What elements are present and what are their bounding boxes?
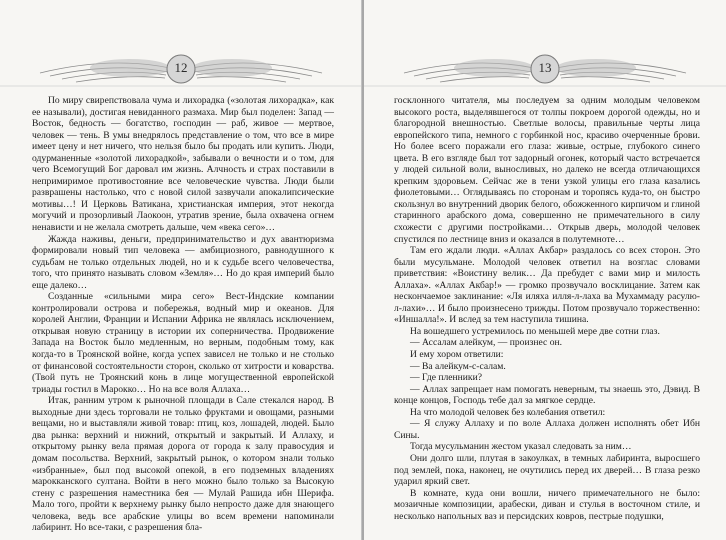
paragraph: И ему хором ответили: <box>410 349 504 361</box>
page-number: 13 <box>538 60 552 75</box>
paragraph: Созданные «сильными мира сего» Вест-Индские компании контролировали острова и побережья, водный мир и океанов. Для королей Англии, Франции и Испании Африка не являлась исключением, открывая новую страницу в истории их соперничества. Продвижение Запада на Восток было медленным, но верным, подобным тому, как когда-то в Троянской войне, когда успех зависел не только и не столько от финансовой состоятельности сторон, сколько от хитрости и коварства. (Твой путь не Троянский конь в лице могущественной европейской триады гостил в Марокко… Но на все воля Аллаха… <box>32 291 334 395</box>
paragraph: В комнате, куда они вошли, ничего примечательного не было: мозаичные композиции, арабески, диван и стулья в восточном стиле, и несколько напольных ваз и персидских ковров, пестрые подушки, <box>394 487 700 522</box>
paragraph: — Ва алейкум-с-салам. <box>410 360 506 372</box>
paragraph: Тогда мусульманин жестом указал следовать за ним… <box>410 441 632 453</box>
page-number: 12 <box>174 60 188 75</box>
paragraph: Они долго шли, плутая в закоулках, в темных лабиринта, выросшего под землей, пока, наконец, не очутились перед их дверей… В глаза резко ударил яркий свет. <box>394 452 700 488</box>
page-header-ornament <box>364 38 726 98</box>
paragraph: госклонного читателя, мы последуем за одним молодым человеком высокого роста, выделявшегося от толпы покроем дорогой одежды, но и благородной внешностью. Светлые волосы, правильные черты лица европейского типа, немного с горбинкой нос, красиво очерченные брови. Но более всего поражали его глаза: живые, острые, глубокого синего цвета. В его взгляде был тот задорный огонек, который часто встречается у людей сильной воли, выносливых, но далеко не всегда отличающихся крепким здоровьем. Сейчас же в тени узкой улицы его глаза казались фиолетовыми… Оглядываясь по сторонам и торопясь куда-то, он быстро скользнул во внутренний дворик белого, обожженного кирпичом и глиной старинного арабского дома, совершенно не примечательного в силу схожести с другими постройками… Открыв дверь, молодой человек спустился по лестнице вниз и оказался в полутемноте… <box>394 95 700 245</box>
left-page <box>0 0 362 540</box>
paragraph: — Я служу Аллаху и по воле Аллаха должен исполнять обет Ибн Сины. <box>394 418 700 441</box>
paragraph: — Аллах запрещает нам помогать неверным, ты знаешь это, Дэвид. В конце концов, Господь тебе дал за мягкое сердце. <box>394 383 700 407</box>
page-text <box>32 95 334 534</box>
paragraph: Итак, ранним утром к рыночной площади в Сале стекался народ. В выходные дни здесь торговали не только фруктами и овощами, разными вещами, но и выставляли живой товар: птиц, коз, лошадей, людей. Было два рынка: верхний и нижний, открытый и закрытый. И Аллаху, и открытому рынку вела прямая дорога от города к залу правосудия и домам посольства. Верхний, закрытый рынок, о котором знали только «избранные», был под высокой опекой, в его подземных владениях марокканского султана. Войти в него можно было только за Высокую стену с разрешения наместника бея — Мулай Рашида ибн Шерифа. Мало того, пройти к верхнему рынку было непросто даже для знающего человека, ведь все арабские улицы во всем времени напоминали лабиринт. Но все-таки, с разрешения бла- <box>32 395 334 534</box>
paragraph: Там его ждали люди. «Аллах Акбар» раздалось со всех сторон. Это были мусульмане. Молодой человек ответил на возглас словами приветствия: «Воистину велик… Да пребудет с вами мир и милость Аллаха». «Аллах Акбар!» — громко прозвучало восклицание. Затем как нескончаемое заклинание: «Ля иляха илля-л-лаха ва Мухаммаду расулю-л-лахи»… И было произнесено трижды. Потом прозвучало торжественно: «Иншалла!». И вслед за тем наступила тишина. <box>394 245 700 326</box>
paragraph: На вошедшего устремилось по меньшей мере две сотни глаз. <box>410 325 660 337</box>
paragraph: По миру свирепствовала чума и лихорадка («золотая лихорадка», как ее называли), достигая невиданного размаха. Мир был поделен: Запад — Восток, бедность — богатство, господин — раб, живое — мертвое, человек — тень. В умы внедрялось представление о том, что все в мире имеет цену и нет ничего, что нельзя было бы продать или купить. Люди, одурманенные «золотой лихорадкой», забывали о вечности и о том, для чего Всемогущий Бог даровал им жизнь. Алчность и страх поставили в непримиримое противостояние все человеческие чувства. Люди были разврашены настолько, что с новой силой зазвучали апокалипсические мотивы…! И Церковь Ватикана, христианская империя, этот некогда могучий и прозорливый Лаокоон, утратив зрение, была охвачена огнем ненависти и не желала смотреть дальше, чем «века сего»… <box>32 95 334 234</box>
paragraph: — Где пленники? <box>410 372 482 384</box>
paragraph: — Ассалам алейкум, — произнес он. <box>410 337 563 349</box>
page-header-ornament <box>0 38 362 98</box>
paragraph: Жажда наживы, деньги, предпринимательство и дух авантюризма формировали новый тип человека — амбициозного, равнодушного к судьбам не только отдельных людей, но и к судьбе всего человечества, того, что принято называть словом «Земля»… Но до края империй было еще далеко… <box>32 233 334 291</box>
paragraph: На что молодой человек без колебания ответил: <box>410 406 606 418</box>
page-text <box>394 95 700 522</box>
right-page <box>364 0 726 540</box>
